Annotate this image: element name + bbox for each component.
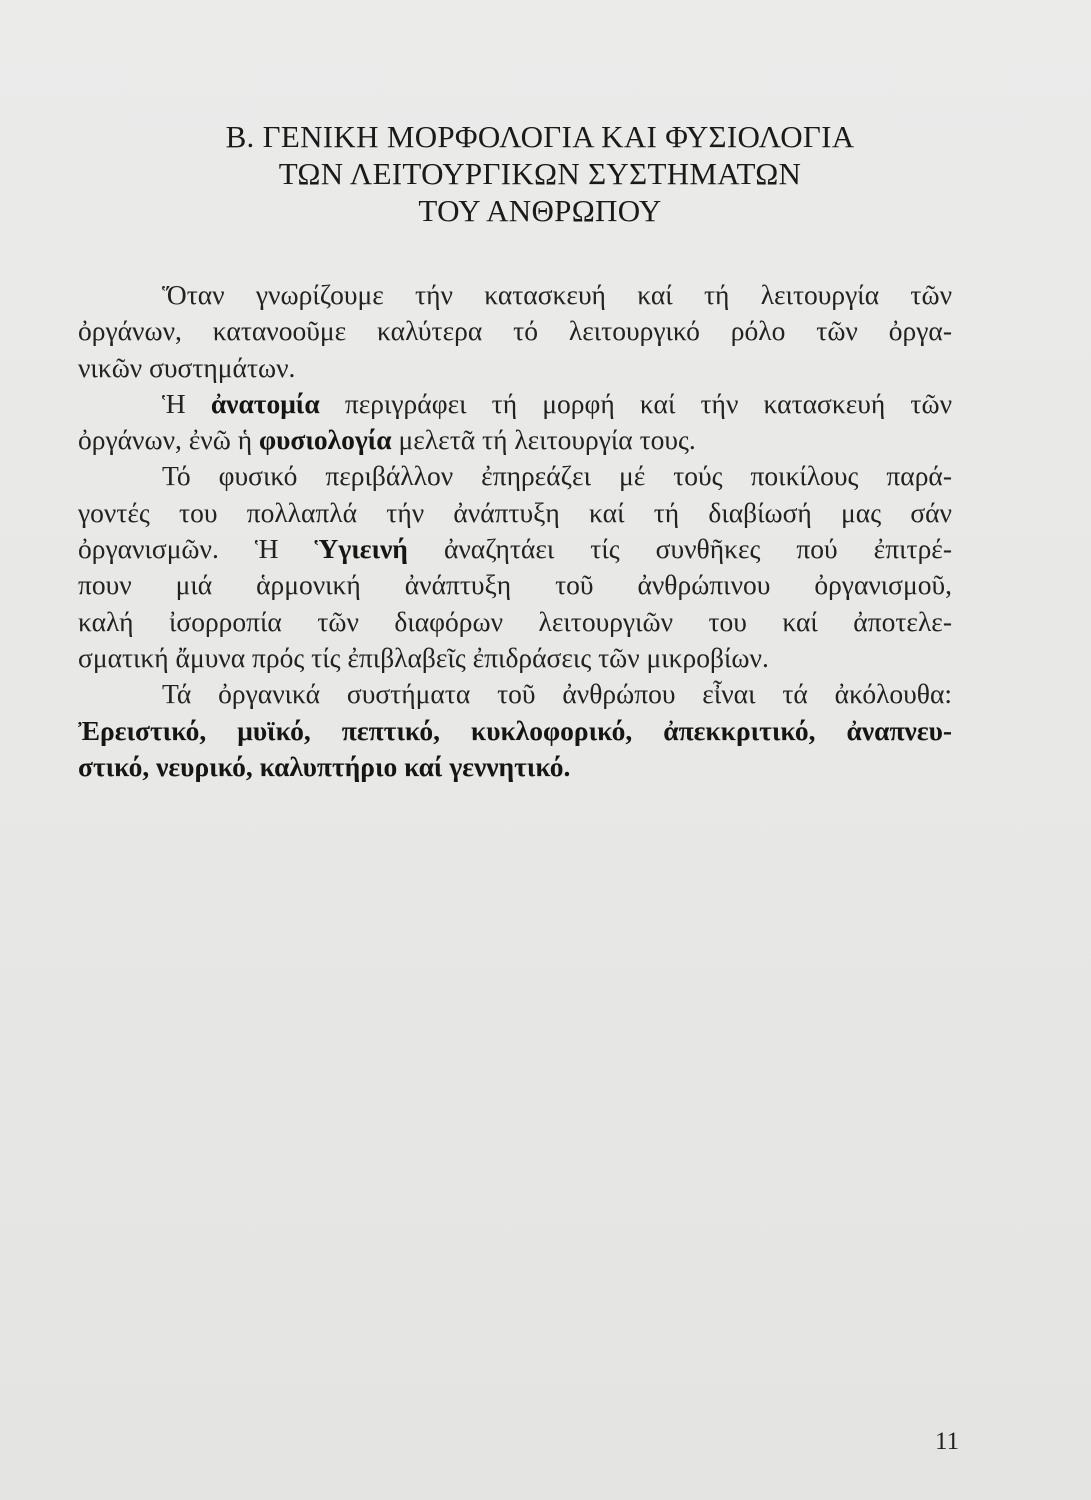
paragraph-3-line-5: καλή ἰσορροπία τῶν διαφόρων λειτουργιῶν του καί ἀποτελε- bbox=[78, 605, 952, 637]
paragraph-2-line-1-start: Ἡ bbox=[162, 387, 211, 419]
paragraph-1 bbox=[78, 277, 952, 386]
chapter-heading bbox=[100, 118, 980, 229]
paragraph-3-line-3-start: ὀργανισμῶν. Ἡ bbox=[78, 533, 315, 565]
page-number: 11 bbox=[935, 1428, 960, 1455]
heading-line-3: ΤΟΥ ΑΝΘΡΩΠΟΥ bbox=[418, 193, 662, 228]
heading-line-2: ΤΩΝ ΛΕΙΤΟΥΡΓΙΚΩΝ ΣΥΣΤΗΜΑΤΩΝ bbox=[278, 156, 802, 191]
paragraph-1-line-3: νικῶν συστημάτων. bbox=[78, 351, 296, 383]
paragraph-2 bbox=[78, 386, 953, 459]
paragraph-3-line-3-end: ἀναζητάει τίς συνθῆκες πού ἐπιτρέ- bbox=[407, 533, 952, 565]
paragraph-2-line-1-end: περιγράφει τή μορφή καί τήν κατασκευή τῶν bbox=[319, 387, 953, 419]
paragraph-3-line-6: σματική ἄμυνα πρός τίς ἐπιβλαβεῖς ἐπιδράσεις τῶν μικροβίων. bbox=[78, 641, 769, 673]
term-hygiene: Ὑγιεινή bbox=[314, 533, 408, 565]
body-text bbox=[78, 277, 953, 785]
paragraph-3-line-1: Τό φυσικό περιβάλλον ἐπηρεάζει μέ τούς ποικίλους παρά- bbox=[162, 460, 952, 492]
paragraph-4-line-1: Τά ὀργανικά συστήματα τοῦ ἀνθρώπου εἶναι τά ἀκόλουθα: bbox=[162, 678, 952, 710]
paragraph-2-line-2-start: ὀργάνων, ἐνῶ ἡ bbox=[78, 424, 259, 456]
paragraph-4-line-2: Ἐρειστικό, μυϊκό, πεπτικό, κυκλοφορικό, ἀπεκκριτικό, ἀναπνευ- bbox=[78, 714, 952, 746]
heading-line-1: Β. ΓΕΝΙΚΗ ΜΟΡΦΟΛΟΓΙΑ ΚΑΙ ΦΥΣΙΟΛΟΓΙΑ bbox=[225, 119, 855, 154]
paragraph-4 bbox=[78, 676, 952, 785]
term-physiology: φυσιολογία bbox=[258, 424, 392, 456]
paragraph-2-line-2-end: μελετᾶ τή λειτουργία τους. bbox=[391, 424, 696, 456]
paragraph-3 bbox=[78, 458, 952, 676]
paragraph-1-line-1: Ὅταν γνωρίζουμε τήν κατασκευή καί τή λειτουργία τῶν bbox=[162, 279, 952, 310]
term-anatomy: ἀνατομία bbox=[210, 387, 320, 419]
paragraph-2-line-2 bbox=[78, 422, 952, 458]
paragraph-1-line-2: ὀργάνων, κατανοοῦμε καλύτερα τό λειτουργικό ρόλο τῶν ὀργα- bbox=[78, 315, 952, 347]
paragraph-3-line-4: πουν μιά ἁρμονική ἀνάπτυξη τοῦ ἀνθρώπινου ὀργανισμοῦ, bbox=[78, 569, 952, 601]
paragraph-3-line-3 bbox=[78, 531, 952, 567]
paragraph-2-line-1 bbox=[120, 386, 952, 422]
paragraph-3-line-2: γοντές του πολλαπλά τήν ἀνάπτυξη καί τή διαβίωσή μας σάν bbox=[78, 496, 952, 528]
paragraph-4-line-3: στικό, νευρικό, καλυπτήριο καί γεννητικό. bbox=[78, 750, 571, 782]
